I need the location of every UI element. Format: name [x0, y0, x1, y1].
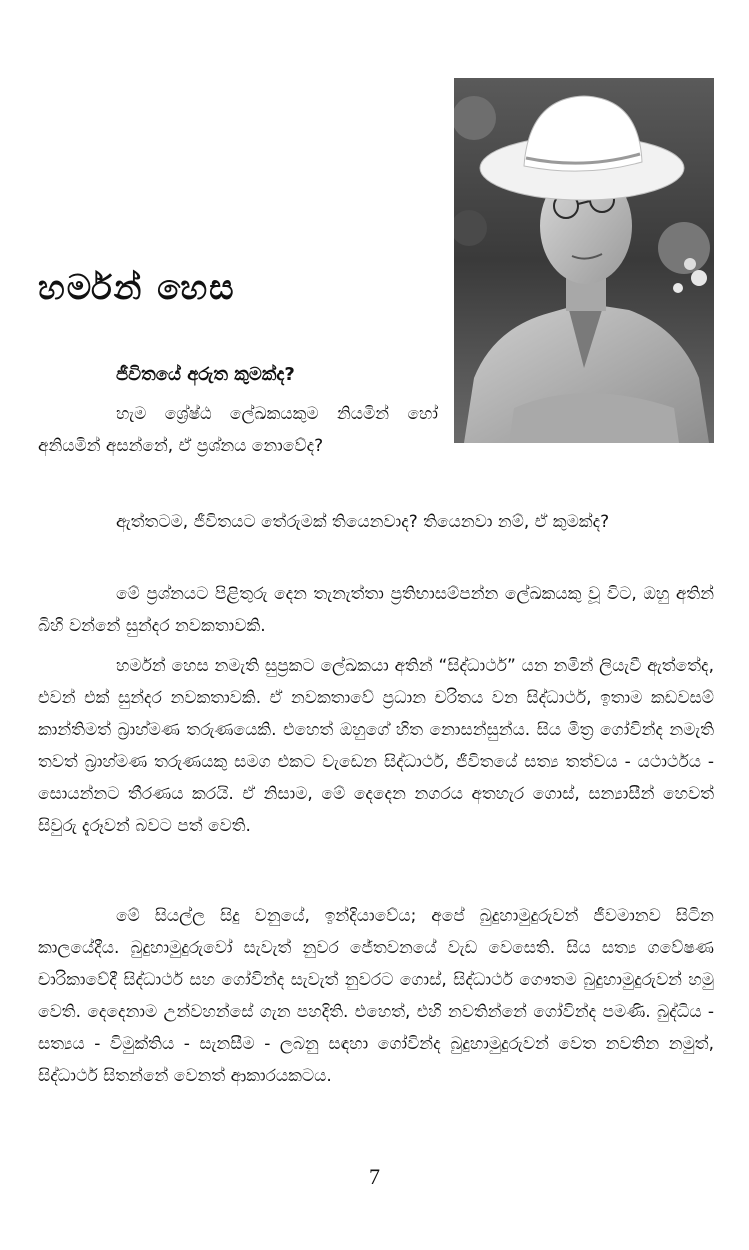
page-number: 7: [369, 1164, 380, 1189]
paragraph-2: ඇත්තටම, ජීවිතයට තේරුමක් තියෙනවාද? තියෙනවා නම්, ඒ කුමක්ද?: [116, 512, 610, 532]
paragraph-5: මේ සියල්ල සිදු වනුයේ, ඉන්දියාවේය; අපේ බුදුහාමුදුරුවන් ජීවමානව සිටින කාලයේදීය. බුදුහාමුදුරුවෝ සැවැත් නුවර ජේතවනයේ වැඩ වෙසෙති. සිය සත්‍ය ගවේෂණ චාරිකාවේදී සිද්ධාර්ථ සහ ගෝවින්ද සැවැත් නුවරට ගොස්, සිද්ධාර්ථ ගෞතම බුදුහාමුදුරුවන් හමු වෙති. දෙදෙනාම උන්වහන්සේ ගැන පහදිති. එහෙත්, එහි නවතින්නේ ගෝවින්ද පමණි. බුද්ධිය - සත්‍යය - විමුක්තිය - සැනසීම - ලබනු සඳහා ගෝවින්ද බුදුහාමුදුරුවන් වෙත නවතින නමුත්, සිද්ධාර්ථ සිතන්නේ වෙනත් ආකාරයකටය.: [38, 906, 714, 1086]
article-subheading: ජීවිතයේ අරුත කුමක්ද?: [116, 364, 295, 385]
paragraph-4: හර්මන් හෙස නමැති සුප්‍රකට ලේඛකයා අතින් “සිද්ධාර්ථ” යන නමින් ලියැවී ඇත්තේද, එවන් එක් සුන්දර නවකතාවකි. ඒ නවකතාවේ ප්‍රධාන චරිතය වන සිද්ධාර්ථ, ඉතාම කඩවසම් කාන්තිමත් බ්‍රාහ්මණ තරුණයෙකි. එහෙත් ඔහුගේ හිත නොසන්සුන්ය. සිය මිත්‍ර ගෝවින්ද නමැති තවත් බ්‍රාහ්මණ තරුණයකු සමග එකට වැඩෙන සිද්ධාර්ථ, ජීවිතයේ සත්‍ය තත්වය - යථාර්ථය - සොයන්නට තීරණය කරයි. ඒ නිසාම, මේ දෙදෙන නගරය අතහැර ගොස්, සන්‍යාසීන් හෙවත් සිවුරු දැරූවන් බවට පත් වෙති.: [38, 656, 714, 836]
author-portrait-photo: [454, 78, 714, 443]
paragraph-3: මේ ප්‍රශ්නයට පිළිතුරු දෙන තැනැත්තා ප්‍රතිභාසම්පන්න ලේඛකයකු වූ විට, ඔහු අතින් බිහි වන්නේ සුන්දර නවකතාවකි.: [38, 584, 714, 636]
article-heading: හර්මන් හෙස: [38, 268, 236, 308]
paragraph-1: හැම ශ්‍රේෂ්ඨ ලේඛකයකුම නියමින් හෝ අනියමින් අසන්නේ, ඒ ප්‍රශ්නය නොවේද?: [38, 404, 438, 456]
